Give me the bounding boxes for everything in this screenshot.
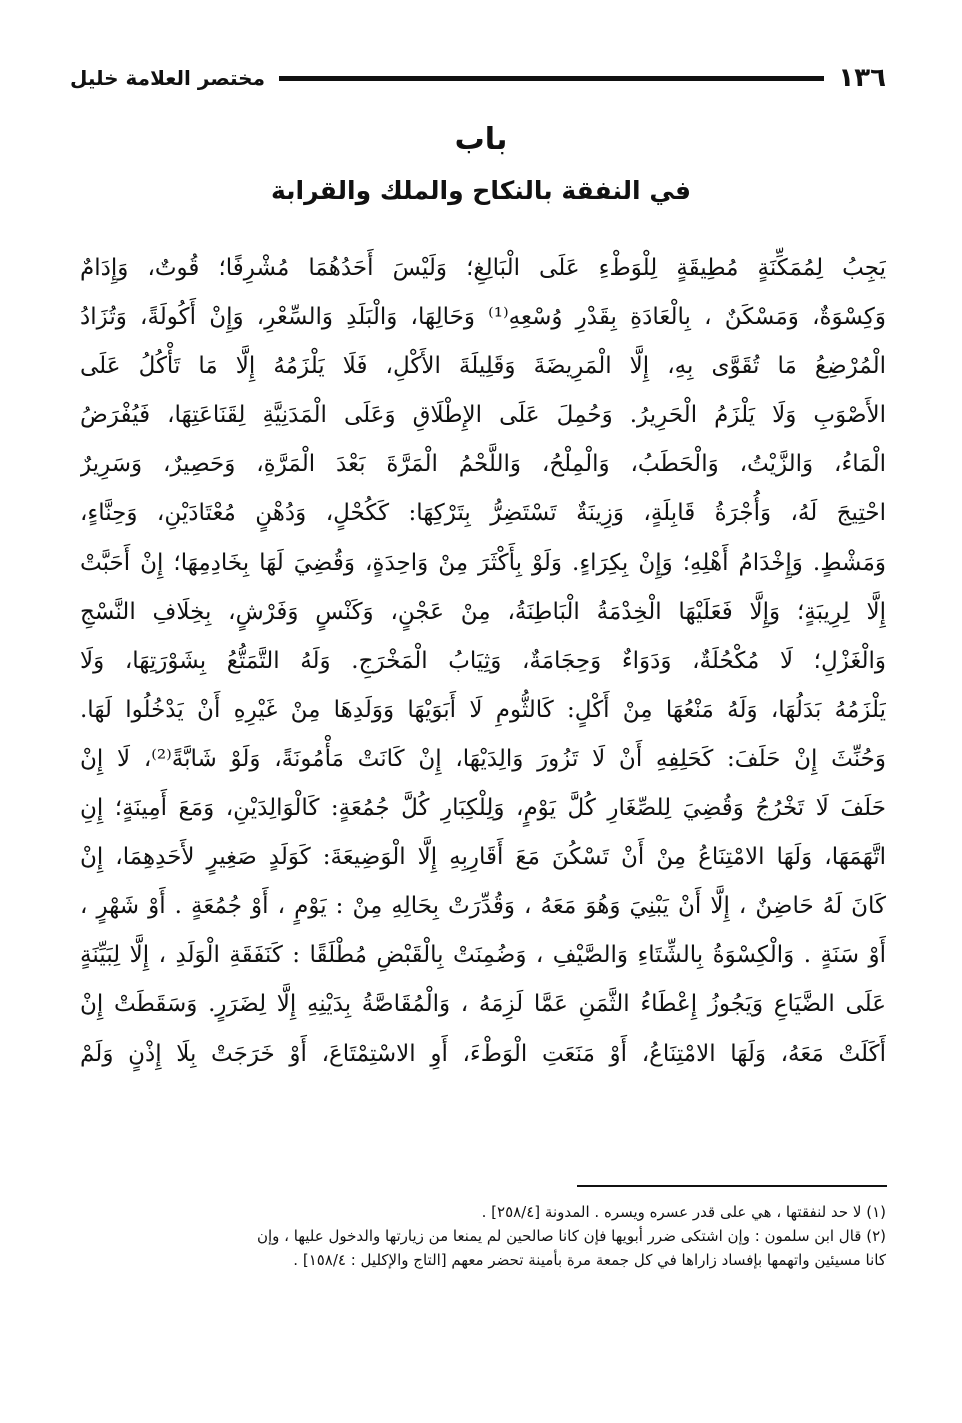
body-line: يَلْزَمُهُ بَدَلُهَا، وَلَهُ مَنْعُهَا مِنْ أَكْلٍ: كَالثُّومِ لَا أَبَوَيْهَا وَوَلَدِهَا مِنْ غَيْرِهِ أَنْ يَدْخُلُوا لَهَا.: [80, 696, 886, 723]
body-line: وَمَشْطٍ. وَإِخْدَامُ أَهْلِهِ؛ وَإِنْ بِكِرَاءٍ. وَلَوْ بِأَكْثَرَ مِنْ وَاحِدَةٍ، وَقُضِيَ لَهَا بِخَادِمِهَا؛ إِنْ أَحَبَّتْ: [80, 549, 886, 576]
body-line: كَانَ لَهُ حَاضِنٌ ، إِلَّا أَنْ يَبْنِيَ وَهُوَ مَعَهُ ، وَقُدِّرَتْ بِحَالِهِ مِنْ : يَوْمٍ ، أَوْ جُمُعَةٍ . أَوْ شَهْرٍ ،: [80, 893, 886, 920]
body-line: وَكِسْوَةٌ، وَمَسْكَنٌ ، بِالْعَادَةِ بِقَدْرِ وُسْعِهِ⁽¹⁾ وَحَالِهَا، وَالْبَلَدِ وَالسِّعْرِ، وَإِنْ أَكُولَةً، وَتُزَادُ: [80, 304, 886, 331]
running-header: [70, 58, 890, 98]
body-line: عَلَى الضَّيَاعِ وَيَجُوزُ إِعْطَاءُ الثَّمَنِ عَمَّا لَزِمَهُ ، وَالْمُقَاصَّةُ بِدَيْنِهِ إِلَّا لِضَرَرٍ. وَسَقَطَتْ إِنْ: [80, 991, 886, 1018]
chapter-subtitle: في النفقة بالنكاح والملك والقرابة: [271, 176, 691, 205]
body-line: إِلَّا لِرِيبَةٍ؛ وَإِلَّا فَعَلَيْهَا الْخِدْمَةُ الْبَاطِنَةُ، مِنْ عَجْنٍ، وَكَنْسٍ وَفَرْشٍ، بِخِلَافِ النَّسْجِ: [80, 598, 886, 625]
body-line: وَحُنِّثَ إِنْ حَلَفَ: كَحَلِفِهِ أَنْ لَا تَزُورَ وَالِدَيْهَا، إِنْ كَانَتْ مَأْمُونَةً، وَلَوْ شَابَّةً⁽²⁾، لَا إِنْ: [80, 745, 886, 772]
body-line: أَوْ سَنَةٍ . وَالْكِسْوَةُ بِالشِّتَاءِ وَالصَّيْفِ ، وَضُمِنَتْ بِالْقَبْضِ مُطْلَقًا : كَنَفَقَةِ الْوَلَدِ ، إِلَّا لِبَيِّنَةٍ: [80, 942, 886, 969]
footnote: (٢) قال ابن سلمون : وإن اشتكى ضرر أبويها فإن كانا صالحين لم يمنعا من زيارتها والدخول عليها ، وإن: [256, 1227, 886, 1245]
footnote: (١) لا حد لنفقتها ، هي على قدر عسره ويسره . المدونة [٢٥٨/٤] .: [481, 1203, 886, 1221]
chapter-title: باب: [454, 122, 508, 157]
body-line: احْتِيجَ لَهُ، وَأُجْرَةُ قَابِلَةٍ، وَزِينَةٌ تَسْتَضِرُّ بِتَرْكِهَا: كَكُحْلٍ، وَدُهْنٍ مُعْتَادَيْنِ، وَحِنَّاءٍ،: [80, 500, 886, 527]
page-number: ١٣٦: [838, 63, 886, 93]
body-line: حَلَفَ لَا تَخْرُجُ وَقُضِيَ لِلصِّغَارِ كُلَّ يَوْمٍ، وَلِلْكِبَارِ كُلَّ جُمُعَةٍ: كَالْوَالِدَيْنِ، وَمَعَ أَمِينَةٍ؛ إِنِ: [80, 795, 886, 822]
body-text: [80, 244, 886, 1079]
footnotes: [70, 1200, 886, 1272]
footnote: كانا مسيئين واتهمها بإفساد زاراها في كل جمعة مرة بأمينة تحضر معهم [التاج والإكليل : ١٥٨/٤] .: [293, 1251, 886, 1269]
body-line: الْمُرْضِعُ مَا تُقَوَّى بِهِ، إِلَّا الْمَرِيضَةَ وَقَلِيلَةَ الأَكْلِ، فَلَا يَلْزَمُهُ إِلَّا مَا تَأْكُلُ عَلَى: [80, 353, 886, 380]
body-line: وَالْغَزْلِ؛ لَا مُكْحُلَةٌ، وَدَوَاءٌ وَحِجَامَةٌ، وَثِيَابُ الْمَخْرَجِ. وَلَهُ التَّمَتُّعُ بِشَوْرَتِهَا، وَلَا: [80, 647, 886, 674]
body-line: اتَّهَمَهَا، وَلَهَا الامْتِنَاعُ مِنْ أَنْ تَسْكُنَ مَعَ أَقَارِبِهِ إِلَّا الْوَضِيعَةَ: كَوَلَدٍ صَغِيرٍ لأَحَدِهِمَا، إِنْ: [80, 844, 886, 871]
body-line: أَكَلَتْ مَعَهُ، وَلَهَا الامْتِنَاعُ، أَوْ مَنَعَتِ الْوَطْءَ، أَوِ الاسْتِمْتَاعَ، أَوْ خَرَجَتْ بِلَا إِذْنٍ وَلَمْ: [80, 1040, 886, 1067]
running-book-title: مختصر العلامة خليل: [70, 66, 265, 90]
body-line: الأَصْوَبِ وَلَا يَلْزَمُ الْحَرِيرُ. وَحُمِلَ عَلَى الإِطْلَاقِ وَعَلَى الْمَدَنِيَّةِ لِقَنَاعَتِهَا، فَيُفْرَضُ: [80, 402, 886, 429]
body-line: الْمَاءُ، وَالزَّيْتُ، وَالْحَطَبُ، وَالْمِلْحُ، وَاللَّحْمُ الْمَرَّةَ بَعْدَ الْمَرَّةِ، وَحَصِيرٌ، وَسَرِيرٌ: [80, 451, 886, 478]
footnote-separator: [577, 1185, 887, 1187]
body-line: يَجِبُ لِمُمَكِّنَةٍ مُطِيقَةٍ لِلْوَطْءِ عَلَى الْبَالِغِ؛ وَلَيْسَ أَحَدُهُمَا مُشْرِفًا؛ قُوتٌ، وَإِدَامٌ: [80, 255, 886, 281]
header-rule: [279, 76, 824, 81]
